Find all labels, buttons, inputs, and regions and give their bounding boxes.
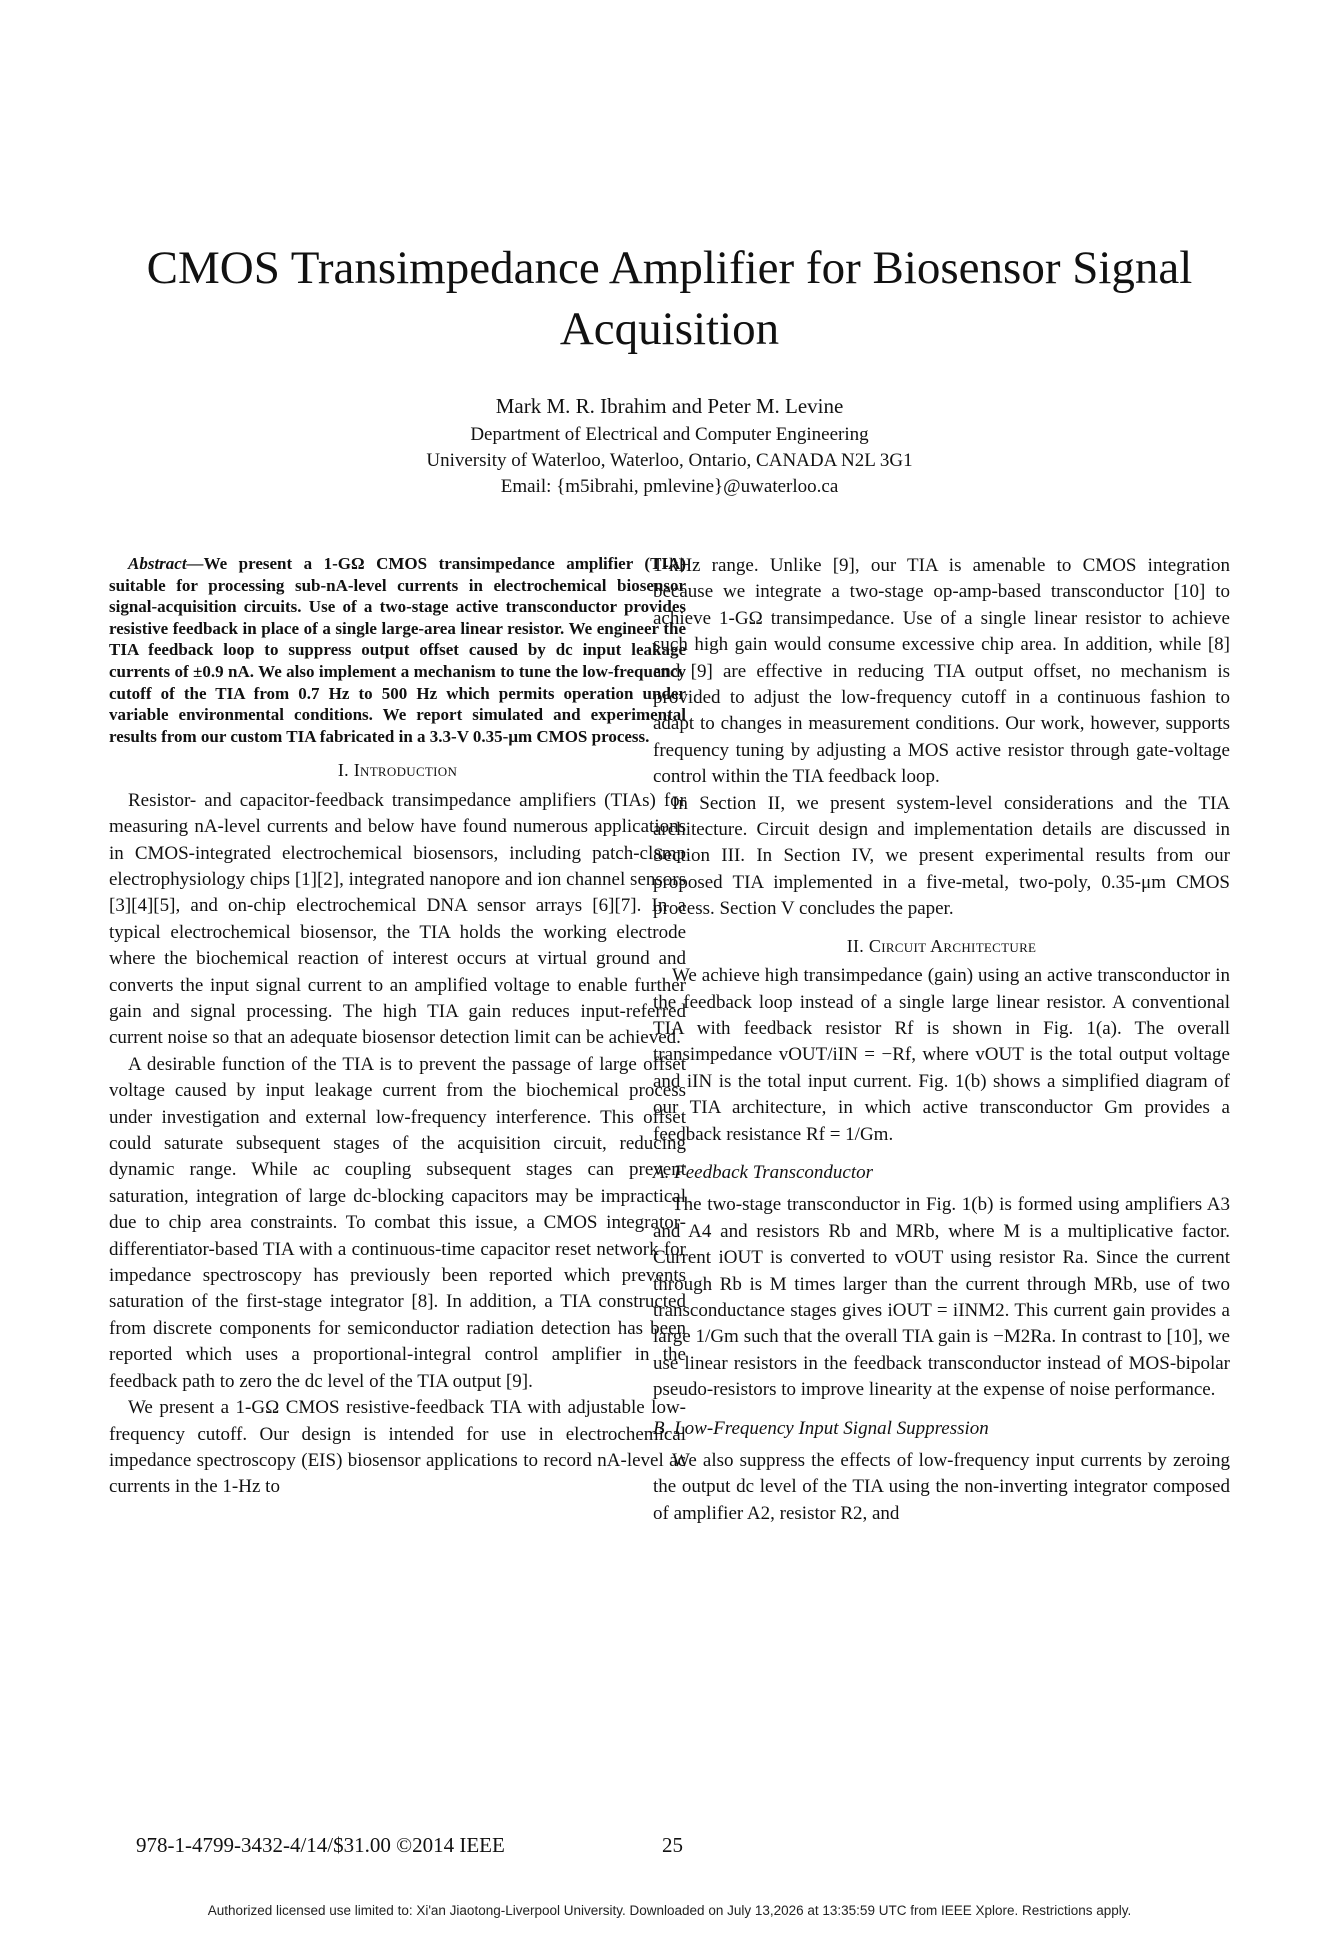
- author-names: Mark M. R. Ibrahim and Peter M. Levine: [495, 394, 844, 418]
- affiliation-email: Email: {m5ibrahi, pmlevine}@uwaterloo.ca: [500, 476, 839, 497]
- abstract: [109, 553, 686, 747]
- abstract-label: Abstract—: [128, 554, 204, 573]
- affiliation-department: Department of Electrical and Computer Engineering: [470, 424, 869, 445]
- intro-paragraph-3: We present a 1-GΩ CMOS resistive-feedback TIA with adjustable low-frequency cutoff. Our design is intended for use in electrochemical impedance spectroscopy (EIS) biosensor applications to record nA-level ac currents in the 1-Hz to: [109, 1397, 686, 1498]
- affiliation-university: University of Waterloo, Waterloo, Ontario, CANADA N2L 3G1: [426, 450, 913, 471]
- intro-paragraph-3-continued: 1-kHz range. Unlike [9], our TIA is amenable to CMOS integration because we integrate a two-stage op-amp-based transconductor [10] to achieve 1-GΩ transimpedance. Use of a single linear resistor to achieve such high gain would consume excessive chip area. In addition, while [8] and [9] are effective in reducing TIA output offset, no mechanism is provided to adjust the low-frequency cutoff in a continuous fashion to adapt to changes in measurement conditions. Our work, however, supports frequency tuning by adjusting a MOS active resistor through gate-voltage control within the TIA feedback loop.: [653, 555, 1230, 788]
- architecture-paragraph-1: We achieve high transimpedance (gain) using an active transconductor in the feedback loop instead of a single large linear resistor. A conventional TIA with feedback resistor Rf is shown in Fig. 1(a). The overall transimpedance vOUT/iIN = −Rf, where vOUT is the total output voltage and iIN is the total input current. Fig. 1(b) shows a simplified diagram of our TIA architecture, in which active transconductor Gm provides a feedback resistance Rf = 1/Gm.: [653, 965, 1230, 1145]
- feedback-transconductor-paragraph: The two-stage transconductor in Fig. 1(b) is formed using amplifiers A3 and A4 and resistors Rb and MRb, where M is a multiplicative factor. Current iOUT is converted to vOUT using resistor Ra. Since the current through Rb is M times larger than the current through MRb, use of two transconductance stages gives iOUT = iINM2. This current gain provides a large 1/Gm such that the overall TIA gain is −M2Ra. In contrast to [10], we use linear resistors in the feedback transconductor instead of MOS-bipolar pseudo-resistors to improve linearity at the expense of noise performance.: [653, 1194, 1230, 1401]
- affiliation-block: [0, 422, 1339, 500]
- subsection-heading-feedback-transconductor: A. Feedback Transconductor: [653, 1161, 874, 1183]
- section-heading-architecture: II. Circuit Architecture: [846, 935, 1037, 956]
- license-notice: Authorized licensed use limited to: Xi'an Jiaotong-Liverpool University. Downloaded on July 13,2026 at 13:35:59 UTC from IEEE Xplore. Restrictions apply.: [207, 1903, 1132, 1918]
- intro-paragraph-4: In Section II, we present system-level considerations and the TIA architecture. Circuit design and implementation details are discussed in Section III. In Section IV, we present experimental results from our proposed TIA implemented in a five-metal, two-poly, 0.35-μm CMOS process. Section V concludes the paper.: [653, 792, 1230, 920]
- intro-paragraph-1: Resistor- and capacitor-feedback transimpedance amplifiers (TIAs) for measuring nA-level currents and below have found numerous applications in CMOS-integrated electrochemical biosensors, including patch-clamp electrophysiology chips [1][2], integrated nanopore and ion channel sensors [3][4][5], and on-chip electrochemical DNA sensor arrays [6][7]. In a typical electrochemical biosensor, the TIA holds the working electrode where the biochemical reaction of interest occurs at virtual ground and converts the input signal current to an amplified voltage to enable further gain and signal processing. The high TIA gain reduces input-referred current noise so that an adequate biosensor detection limit can be achieved.: [109, 789, 686, 1049]
- footer-isbn-copyright: 978-1-4799-3432-4/14/$31.00 ©2014 IEEE: [136, 1833, 505, 1857]
- low-frequency-suppression-paragraph: We also suppress the effects of low-frequency input currents by zeroing the output dc level of the TIA using the non-inverting integrator composed of amplifier A2, resistor R2, and: [653, 1450, 1230, 1524]
- paper-title: CMOS Transimpedance Amplifier for Biosensor Signal Acquisition: [146, 242, 1193, 355]
- left-column: [109, 553, 686, 1501]
- subsection-heading-low-frequency-suppression: B. Low-Frequency Input Signal Suppression: [653, 1417, 989, 1439]
- section-heading-introduction: I. Introduction: [337, 760, 458, 781]
- right-column: [653, 553, 1230, 1527]
- abstract-text: We present a 1-GΩ CMOS transimpedance amplifier (TIA) suitable for processing sub-nA-level currents in electrochemical biosensor signal-acquisition circuits. Use of a two-stage active transconductor provides resistive feedback in place of a single large-area linear resistor. We engineer the TIA feedback loop to suppress output offset caused by dc input leakage currents of ±0.9 nA. We also implement a mechanism to tune the low-frequency cutoff of the TIA from 0.7 Hz to 500 Hz which permits operation under variable environmental conditions. We report simulated and experimental results from our custom TIA fabricated in a 3.3-V 0.35-μm CMOS process.: [109, 554, 686, 746]
- page-number: 25: [662, 1833, 683, 1857]
- intro-paragraph-2: A desirable function of the TIA is to prevent the passage of large offset voltage caused by input leakage current from the biochemical process under investigation and external low-frequency interference. This offset could saturate subsequent stages of the acquisition circuit, reducing dynamic range. While ac coupling subsequent stages can prevent saturation, integration of large dc-blocking capacitors may be impractical due to chip area constraints. To combat this issue, a CMOS integrator-differentiator-based TIA with a continuous-time capacitor reset network for impedance spectroscopy has previously been reported which prevents saturation of the first-stage integrator [8]. In addition, a TIA constructed from discrete components for semiconductor radiation detection has been reported which uses a proportional-integral control amplifier in the feedback path to zero the dc level of the TIA output [9].: [109, 1053, 686, 1392]
